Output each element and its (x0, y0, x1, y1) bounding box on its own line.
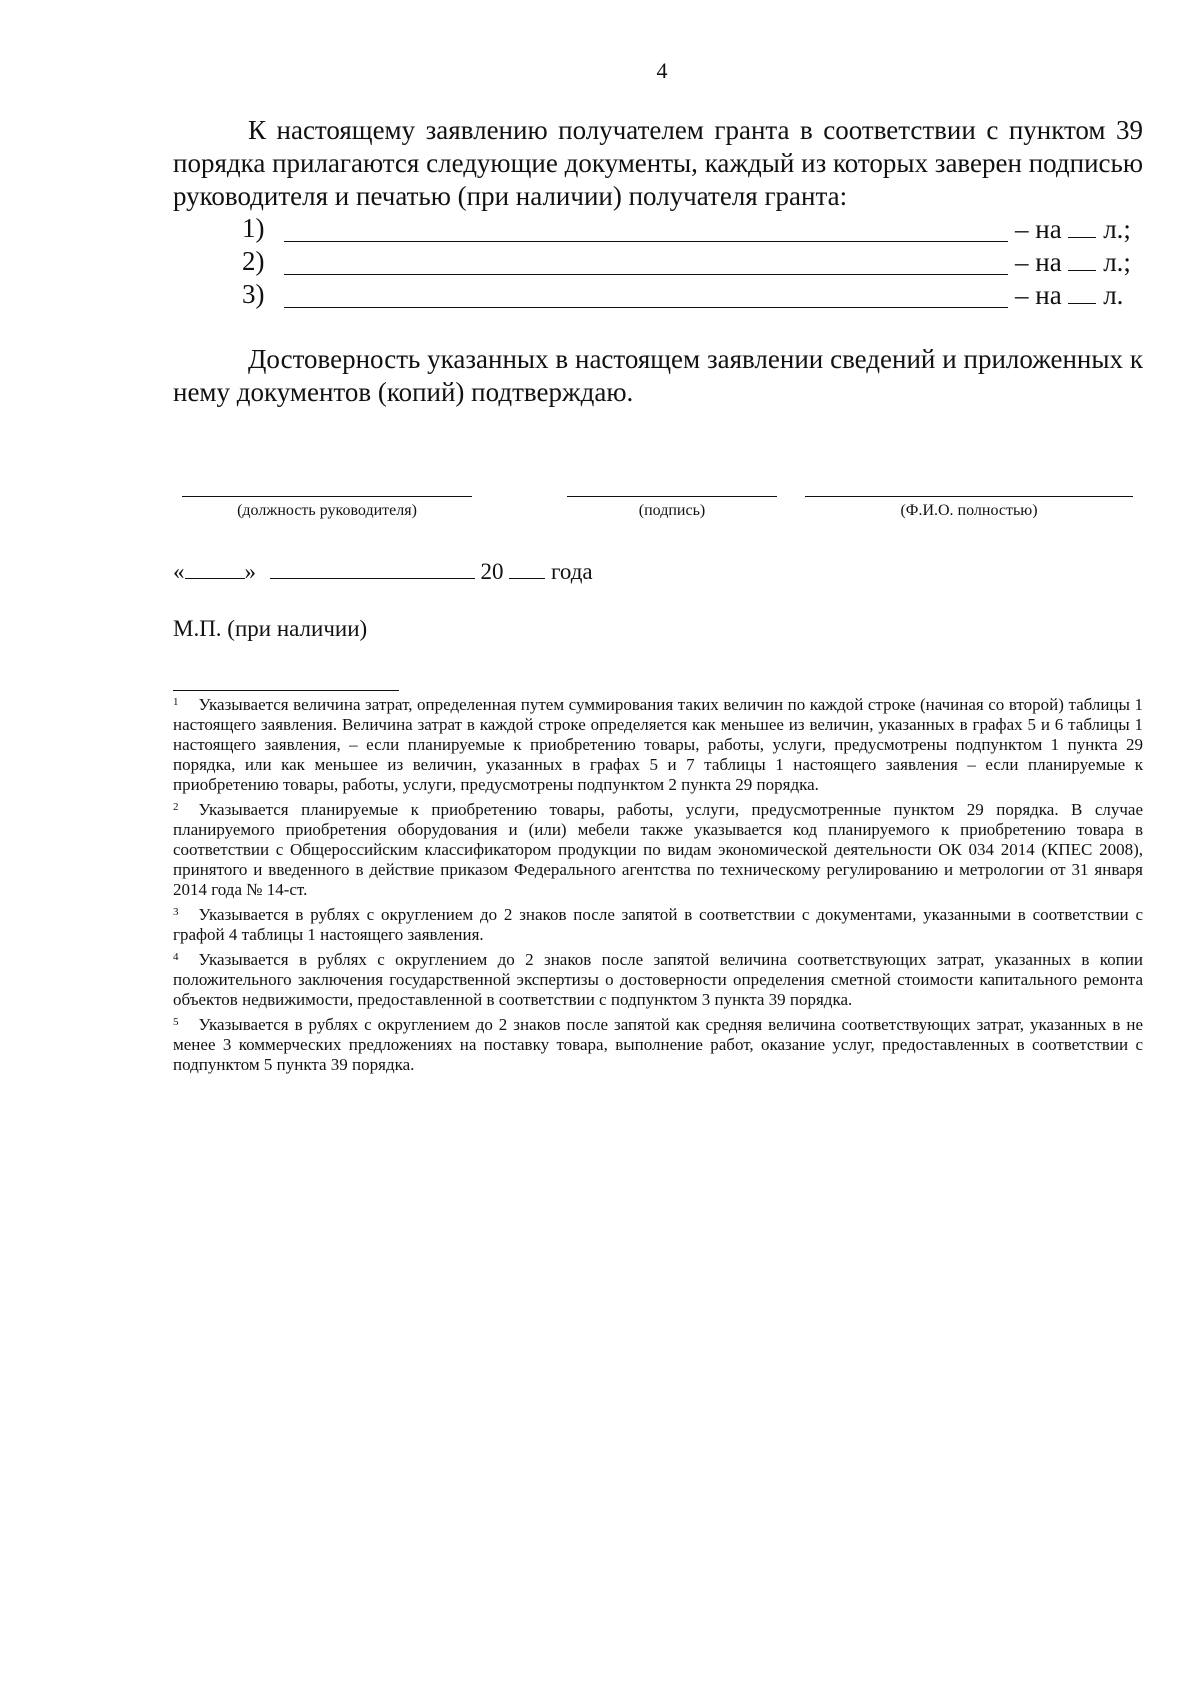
document-line-2 (242, 246, 1143, 279)
document-line-1 (242, 213, 1143, 246)
seal-note: М.П. (при наличии) (173, 616, 368, 641)
document-pages: – на л.; (1015, 214, 1131, 244)
position-signature-line (182, 496, 472, 497)
date-row (173, 556, 593, 585)
document-pages: – на л.; (1015, 247, 1131, 277)
full-name-line (805, 496, 1133, 497)
footnote-2: $^2$ Указывается планируемые к приобретению товары, работы, услуги, предусмотренные пунктом 29 порядка. В случае планируемого приобретения оборудования и (или) мебели также указывается код планируемого к приобретению товара в соответствии с Общероссийским классификатором продукции по видам экономической деятельности ОК 034 2014 (КПЕС 2008), принятого и введенного в действие приказом Федерального агентства по техническому регулированию и метрологии от 31 января 2014 года № 14-ст. (173, 800, 1143, 899)
document-number: 1) (242, 213, 265, 243)
footnote-3: $^3$ Указывается в рублях с округлением до 2 знаков после запятой в соответствии с документами, указанными в соответствии с графой 4 таблицы 1 настоящего заявления. (173, 905, 1143, 944)
page-number: 4 (656, 58, 668, 83)
confirmation-paragraph: Достоверность указанных в настоящем заявлении сведений и приложенных к нему документов (копий) подтверждаю. (173, 344, 1143, 407)
page-count-blank (1068, 279, 1096, 304)
page-count-blank (1068, 213, 1096, 238)
document-pages: – на л. (1015, 280, 1124, 310)
document-title-blank (284, 307, 1008, 308)
page-count-blank (1068, 246, 1096, 271)
footnotes (173, 695, 1143, 1080)
year-blank (509, 556, 545, 579)
footnote-1: $^1$ Указывается величина затрат, определенная путем суммирования таких величин по каждой строке (начиная со второй) таблицы 1 настоящего заявления. Величина затрат в каждой строке определяется как меньшее из величин, указанных в графах 5 и 6 таблицы 1 настоящего заявления, – если планируемые к приобретению товары, работы, услуги, предусмотрены подпунктом 1 пункта 29 порядка, или как меньшее из величин, указанных в графах 5 и 7 таблицы 1 настоящего заявления – если планируемые к приобретению товары, работы, услуги, предусмотрены подпунктом 2 пункта 29 порядка. (173, 695, 1143, 794)
intro-paragraph: К настоящему заявлению получателем гранта в соответствии с пунктом 39 порядка прилагаются следующие документы, каждый из которых заверен подписью руководителя и печатью (при наличии) получателя гранта: (173, 115, 1143, 211)
footnote-5: $^5$ Указывается в рублях с округлением до 2 знаков после запятой как средняя величина соответствующих затрат, указанных в не менее 3 коммерческих предложениях на поставку товара, выполнение работ, оказание услуг, предоставленных в соответствии с подпунктом 5 пункта 39 порядка. (173, 1015, 1143, 1074)
document-line-3 (242, 279, 1143, 312)
document-title-blank (284, 274, 1008, 275)
day-blank (185, 556, 245, 579)
signature-line (567, 496, 777, 497)
document-title-blank (284, 241, 1008, 242)
open-quote: « (173, 559, 185, 584)
year-prefix: 20 (480, 559, 504, 584)
signature-label: (подпись) (638, 502, 706, 519)
full-name-label: (Ф.И.О. полностью) (900, 502, 1038, 519)
close-quote: » (244, 559, 256, 584)
document-number: 3) (242, 279, 265, 309)
month-blank (270, 556, 475, 579)
footnote-4: $^4$ Указывается в рублях с округлением до 2 знаков после запятой величина соответствующих затрат, указанных в копии положительного заключения государственной экспертизы о достоверности определения сметной стоимости капитального ремонта объектов недвижимости, предоставленной в соответствии с подпунктом 3 пункта 39 порядка. (173, 950, 1143, 1009)
year-suffix: года (551, 559, 593, 584)
footnote-separator (173, 690, 399, 691)
document-number: 2) (242, 246, 265, 276)
position-label: (должность руководителя) (237, 502, 417, 519)
